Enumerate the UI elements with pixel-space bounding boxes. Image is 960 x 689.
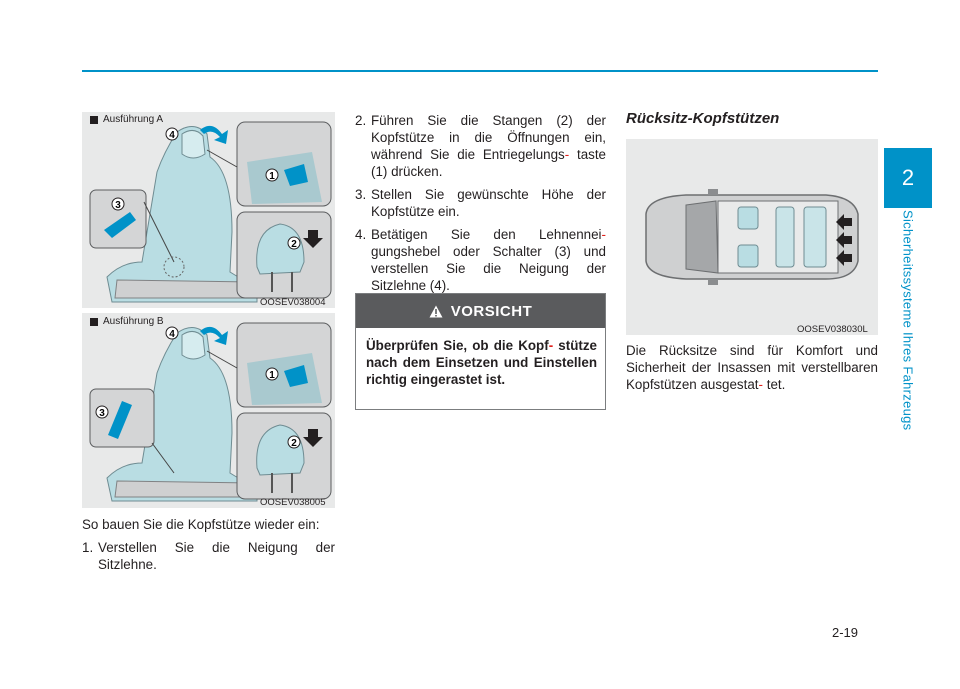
figure-b-code: OOSEV038005: [260, 497, 326, 508]
callout-4: 4: [169, 130, 175, 141]
bullet-square-icon: [90, 116, 98, 124]
middle-column-text: [355, 112, 606, 294]
seat-illustration-b: [82, 313, 335, 508]
step-number: 1.: [82, 540, 94, 555]
left-column-text: [82, 516, 335, 573]
car-top-view-illustration: [626, 139, 878, 335]
callout-1: 1: [269, 171, 275, 182]
list-item: [355, 226, 606, 294]
step-number: 4.: [355, 227, 367, 242]
step-text: Stellen Sie gewünschte Höhe der Kopfstütze ein.: [371, 187, 606, 219]
chapter-title: Sicherheitssysteme Ihres Fahrzeugs: [900, 210, 916, 431]
caution-box: [355, 293, 606, 410]
intro-paragraph: So bauen Sie die Kopfstütze wieder ein:: [82, 517, 320, 532]
right-column-text: Die Rücksitze sind für Komfort und Sicherheit der Insassen mit verstellbaren Kopfstützen ausgestat- tet.: [626, 343, 878, 392]
callout-2: 2: [291, 438, 297, 449]
callout-1: 1: [269, 370, 275, 381]
bullet-square-icon: [90, 318, 98, 326]
caution-text: Überprüfen Sie, ob die Kopf- stütze nach dem Einsetzen und Einstellen richtig eingerastet ist.: [366, 338, 597, 387]
page-number: 2-19: [832, 625, 859, 640]
step-number: 3.: [355, 187, 367, 202]
figure-a-code: OOSEV038004: [260, 297, 326, 308]
step-text: Verstellen Sie die Neigung der Sitzlehne.: [98, 540, 335, 572]
callout-3: 3: [99, 408, 105, 419]
figure-b-panel: [82, 313, 335, 508]
rear-seat-figure-panel: [626, 139, 878, 335]
list-item: [355, 112, 606, 180]
chapter-tab: [884, 148, 932, 208]
callout-4: 4: [169, 329, 175, 340]
figure-a-label: Ausführung A: [90, 114, 163, 125]
rear-figure-code: OOSEV038030L: [797, 324, 868, 335]
caution-title: VORSICHT: [450, 302, 533, 320]
list-item: [82, 539, 335, 573]
seat-illustration-a: [82, 112, 335, 308]
callout-2: 2: [291, 239, 297, 250]
step-text: Führen Sie die Stangen (2) der Kopfstütze in die Öffnungen ein, während Sie die Entriegelungs- taste (1) drücken.: [371, 113, 606, 179]
figure-a-panel: [82, 112, 335, 308]
list-item: [355, 186, 606, 220]
figure-b-label: Ausführung B: [90, 316, 164, 327]
chapter-number: 2: [901, 165, 915, 190]
header-rule: [82, 70, 878, 72]
step-number: 2.: [355, 113, 367, 128]
warning-triangle-icon: [429, 305, 443, 318]
callout-3: 3: [115, 200, 121, 211]
step-text: Betätigen Sie den Lehnennei- gungshebel oder Schalter (3) und verstellen Sie die Neigung der Sitzlehne (4).: [371, 227, 606, 293]
caution-header: [356, 294, 605, 328]
section-heading: Rücksitz-Kopfstützen: [626, 110, 780, 127]
